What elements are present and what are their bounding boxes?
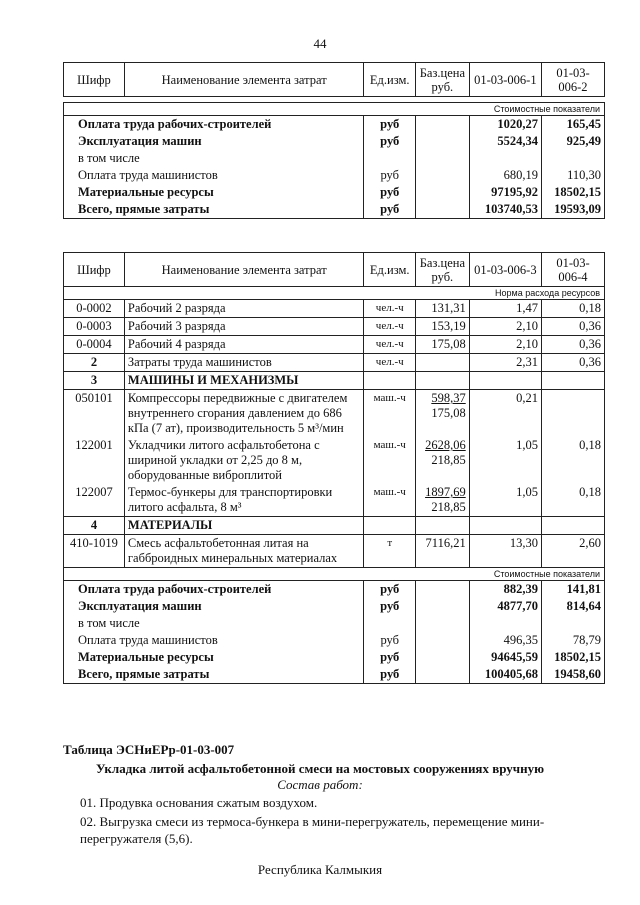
cost-unit: руб bbox=[364, 167, 416, 184]
resource-price bbox=[416, 336, 470, 354]
cost-item-name: Материальные ресурсы bbox=[64, 649, 364, 666]
resource-value-a: 13,30 bbox=[469, 535, 541, 568]
cost-price bbox=[416, 167, 470, 184]
cost-value-b bbox=[541, 150, 604, 167]
resource-row bbox=[64, 372, 605, 390]
cost-unit: руб bbox=[364, 632, 416, 649]
cost-value-a: 103740,53 bbox=[469, 201, 541, 219]
cost-price bbox=[416, 615, 470, 632]
resource-value-b: 2,60 bbox=[541, 535, 604, 568]
cost-item-name: Оплата труда рабочих-строителей bbox=[64, 581, 364, 599]
cost-price bbox=[416, 598, 470, 615]
resource-row bbox=[64, 390, 605, 438]
cost-price bbox=[416, 116, 470, 134]
price-value: 598,37 bbox=[431, 391, 466, 405]
cost-value-b: 19458,60 bbox=[541, 666, 604, 684]
cost-value-a bbox=[469, 150, 541, 167]
header-unit: Ед.изм. bbox=[364, 63, 416, 97]
resource-value-a: 1,05 bbox=[469, 484, 541, 517]
resource-row bbox=[64, 354, 605, 372]
price-value: 131,31 bbox=[431, 301, 466, 315]
resource-price bbox=[416, 372, 470, 390]
table-title: Таблица ЭСНиЕРр-01-03-007 bbox=[63, 742, 235, 757]
cost-row bbox=[64, 598, 605, 615]
resource-code: 2 bbox=[64, 354, 125, 372]
resource-unit: маш.-ч bbox=[364, 484, 416, 517]
cost-item-name: в том числе bbox=[64, 150, 364, 167]
resource-name: Компрессоры передвижные с двигателем внутреннего сгорания давлением до 686 кПа (7 ат), производительность 5 м³/мин bbox=[124, 390, 364, 438]
cost-unit: руб bbox=[364, 598, 416, 615]
cost-value-a: 94645,59 bbox=[469, 649, 541, 666]
cost-item-name: Оплата труда рабочих-строителей bbox=[64, 116, 364, 134]
table-subtitle: Укладка литой асфальтобетонной смеси на мостовых сооружениях вручную bbox=[95, 761, 545, 776]
cost-item-name: Оплата труда машинистов bbox=[64, 167, 364, 184]
cost-value-a: 1020,27 bbox=[469, 116, 541, 134]
machinist-price-value: 218,85 bbox=[431, 500, 466, 514]
resource-name: Рабочий 3 разряда bbox=[124, 318, 364, 336]
cost-value-a: 97195,92 bbox=[469, 184, 541, 201]
header-unit: Ед.изм. bbox=[364, 253, 416, 287]
resource-value-b bbox=[541, 517, 604, 535]
work-item-2: 02. Выгрузка смеси из термоса-бункера в мини-перегружатель, перемещение мини-перегружателя (5,6). bbox=[80, 814, 545, 846]
resource-row bbox=[64, 437, 605, 484]
resource-unit bbox=[364, 372, 416, 390]
header-col-a: 01-03-006-3 bbox=[469, 253, 541, 287]
work-item-1: 01. Продувка основания сжатым воздухом. bbox=[80, 795, 318, 810]
cost-row bbox=[64, 184, 605, 201]
price-value: 2628,06 bbox=[425, 438, 466, 452]
resource-value-a: 2,10 bbox=[469, 336, 541, 354]
cost-item-name: Материальные ресурсы bbox=[64, 184, 364, 201]
resource-unit: маш.-ч bbox=[364, 390, 416, 438]
resource-unit: чел.-ч bbox=[364, 354, 416, 372]
cost-price bbox=[416, 184, 470, 201]
cost-row bbox=[64, 167, 605, 184]
resource-value-b: 0,36 bbox=[541, 354, 604, 372]
cost-row bbox=[64, 581, 605, 599]
resource-value-b: 0,18 bbox=[541, 300, 604, 318]
footer-region: Республика Калмыкия bbox=[257, 862, 383, 877]
cost-row bbox=[64, 116, 605, 134]
resource-name: Смесь асфальтобетонная литая на габброидных минеральных материалах bbox=[124, 535, 364, 568]
resource-unit: чел.-ч bbox=[364, 300, 416, 318]
resource-row bbox=[64, 318, 605, 336]
resource-table bbox=[63, 252, 605, 684]
resource-price bbox=[416, 354, 470, 372]
resource-price bbox=[416, 390, 470, 438]
page-number: 44 bbox=[313, 36, 327, 51]
cost-unit bbox=[364, 150, 416, 167]
cost-row bbox=[64, 615, 605, 632]
resource-value-a: 2,10 bbox=[469, 318, 541, 336]
cost-value-a: 882,39 bbox=[469, 581, 541, 599]
cost-value-b: 18502,15 bbox=[541, 649, 604, 666]
resource-code: 3 bbox=[64, 372, 125, 390]
resource-unit bbox=[364, 517, 416, 535]
resource-value-b: 0,36 bbox=[541, 336, 604, 354]
resource-value-a: 1,05 bbox=[469, 437, 541, 484]
cost-price bbox=[416, 666, 470, 684]
resource-value-a: 0,21 bbox=[469, 390, 541, 438]
machinist-price-value: 218,85 bbox=[431, 453, 466, 467]
resource-price bbox=[416, 300, 470, 318]
resource-unit: т bbox=[364, 535, 416, 568]
header-price: Баз.цена руб. bbox=[416, 253, 470, 287]
header-code: Шифр bbox=[64, 253, 125, 287]
resource-value-b: 0,36 bbox=[541, 318, 604, 336]
cost-unit: руб bbox=[364, 116, 416, 134]
resource-name: Укладчики литого асфальтобетона с шириной укладки от 2,25 до 8 м, оборудованные виброплитой bbox=[124, 437, 364, 484]
header-price: Баз.цена руб. bbox=[416, 63, 470, 97]
resource-row bbox=[64, 517, 605, 535]
cost-unit: руб bbox=[364, 201, 416, 219]
cost-value-a: 5524,34 bbox=[469, 133, 541, 150]
resource-row bbox=[64, 535, 605, 568]
header-col-b: 01-03-006-2 bbox=[541, 63, 604, 97]
header-name: Наименование элемента затрат bbox=[124, 63, 364, 97]
cost-unit: руб bbox=[364, 581, 416, 599]
cost-price bbox=[416, 649, 470, 666]
cost-row bbox=[64, 150, 605, 167]
cost-item-name: Эксплуатация машин bbox=[64, 598, 364, 615]
cost-row bbox=[64, 649, 605, 666]
cost-row bbox=[64, 632, 605, 649]
resource-value-b bbox=[541, 390, 604, 438]
resource-price bbox=[416, 437, 470, 484]
cost-value-b: 814,64 bbox=[541, 598, 604, 615]
cost-value-b: 18502,15 bbox=[541, 184, 604, 201]
resource-code: 050101 bbox=[64, 390, 125, 438]
cost-value-a: 680,19 bbox=[469, 167, 541, 184]
price-value: 175,08 bbox=[431, 337, 466, 351]
resource-code: 4 bbox=[64, 517, 125, 535]
price-value: 1897,69 bbox=[425, 485, 466, 499]
resource-price bbox=[416, 318, 470, 336]
resource-row bbox=[64, 336, 605, 354]
cost-row bbox=[64, 666, 605, 684]
cost-unit bbox=[364, 615, 416, 632]
header-col-b: 01-03-006-4 bbox=[541, 253, 604, 287]
header-name: Наименование элемента затрат bbox=[124, 253, 364, 287]
cost-value-b: 165,45 bbox=[541, 116, 604, 134]
cost-value-a: 496,35 bbox=[469, 632, 541, 649]
cost-price bbox=[416, 201, 470, 219]
resource-value-a: 1,47 bbox=[469, 300, 541, 318]
cost-table-1 bbox=[63, 62, 605, 219]
cost-value-a: 4877,70 bbox=[469, 598, 541, 615]
cost-item-name: Всего, прямые затраты bbox=[64, 201, 364, 219]
header-col-a: 01-03-006-1 bbox=[469, 63, 541, 97]
cost-value-a: 100405,68 bbox=[469, 666, 541, 684]
machinist-price-value: 175,08 bbox=[431, 406, 466, 420]
resource-value-a: 2,31 bbox=[469, 354, 541, 372]
resource-name: Затраты труда машинистов bbox=[124, 354, 364, 372]
resource-price bbox=[416, 517, 470, 535]
resource-value-a bbox=[469, 517, 541, 535]
cost-value-b: 19593,09 bbox=[541, 201, 604, 219]
resource-row bbox=[64, 484, 605, 517]
resource-name: МАШИНЫ И МЕХАНИЗМЫ bbox=[124, 372, 364, 390]
cost-item-name: Всего, прямые затраты bbox=[64, 666, 364, 684]
resource-value-a bbox=[469, 372, 541, 390]
resource-code: 410-1019 bbox=[64, 535, 125, 568]
cost-value-a bbox=[469, 615, 541, 632]
cost-price bbox=[416, 133, 470, 150]
cost-value-b: 110,30 bbox=[541, 167, 604, 184]
resource-code: 0-0002 bbox=[64, 300, 125, 318]
cost-item-name: Эксплуатация машин bbox=[64, 133, 364, 150]
cost-item-name: в том числе bbox=[64, 615, 364, 632]
resource-code: 0-0003 bbox=[64, 318, 125, 336]
resource-unit: маш.-ч bbox=[364, 437, 416, 484]
resource-value-b: 0,18 bbox=[541, 437, 604, 484]
cost-value-b bbox=[541, 615, 604, 632]
resource-unit: чел.-ч bbox=[364, 336, 416, 354]
resource-code: 0-0004 bbox=[64, 336, 125, 354]
cost-item-name: Оплата труда машинистов bbox=[64, 632, 364, 649]
cost-unit: руб bbox=[364, 666, 416, 684]
resource-subheader: Норма расхода ресурсов bbox=[64, 287, 605, 300]
cost-subheader: Стоимостные показатели bbox=[64, 103, 605, 116]
cost-row bbox=[64, 133, 605, 150]
resource-name: МАТЕРИАЛЫ bbox=[124, 517, 364, 535]
resource-name: Термос-бункеры для транспортировки литого асфальта, 8 м³ bbox=[124, 484, 364, 517]
cost-subheader-row bbox=[64, 568, 605, 581]
cost-unit: руб bbox=[364, 649, 416, 666]
resource-code: 122007 bbox=[64, 484, 125, 517]
resource-value-b: 0,18 bbox=[541, 484, 604, 517]
header-code: Шифр bbox=[64, 63, 125, 97]
composition-heading: Состав работ: bbox=[277, 777, 363, 792]
resource-name: Рабочий 2 разряда bbox=[124, 300, 364, 318]
resource-code: 122001 bbox=[64, 437, 125, 484]
cost-row bbox=[64, 201, 605, 219]
price-value: 153,19 bbox=[431, 319, 466, 333]
cost-price bbox=[416, 632, 470, 649]
price-value: 7116,21 bbox=[425, 536, 466, 550]
cost-value-b: 78,79 bbox=[541, 632, 604, 649]
cost-value-b: 925,49 bbox=[541, 133, 604, 150]
resource-row bbox=[64, 300, 605, 318]
resource-name: Рабочий 4 разряда bbox=[124, 336, 364, 354]
cost-price bbox=[416, 581, 470, 599]
resource-unit: чел.-ч bbox=[364, 318, 416, 336]
cost-unit: руб bbox=[364, 184, 416, 201]
cost-unit: руб bbox=[364, 133, 416, 150]
resource-value-b bbox=[541, 372, 604, 390]
cost-subheader: Стоимостные показатели bbox=[64, 568, 605, 581]
cost-value-b: 141,81 bbox=[541, 581, 604, 599]
resource-price bbox=[416, 535, 470, 568]
cost-price bbox=[416, 150, 470, 167]
resource-price bbox=[416, 484, 470, 517]
